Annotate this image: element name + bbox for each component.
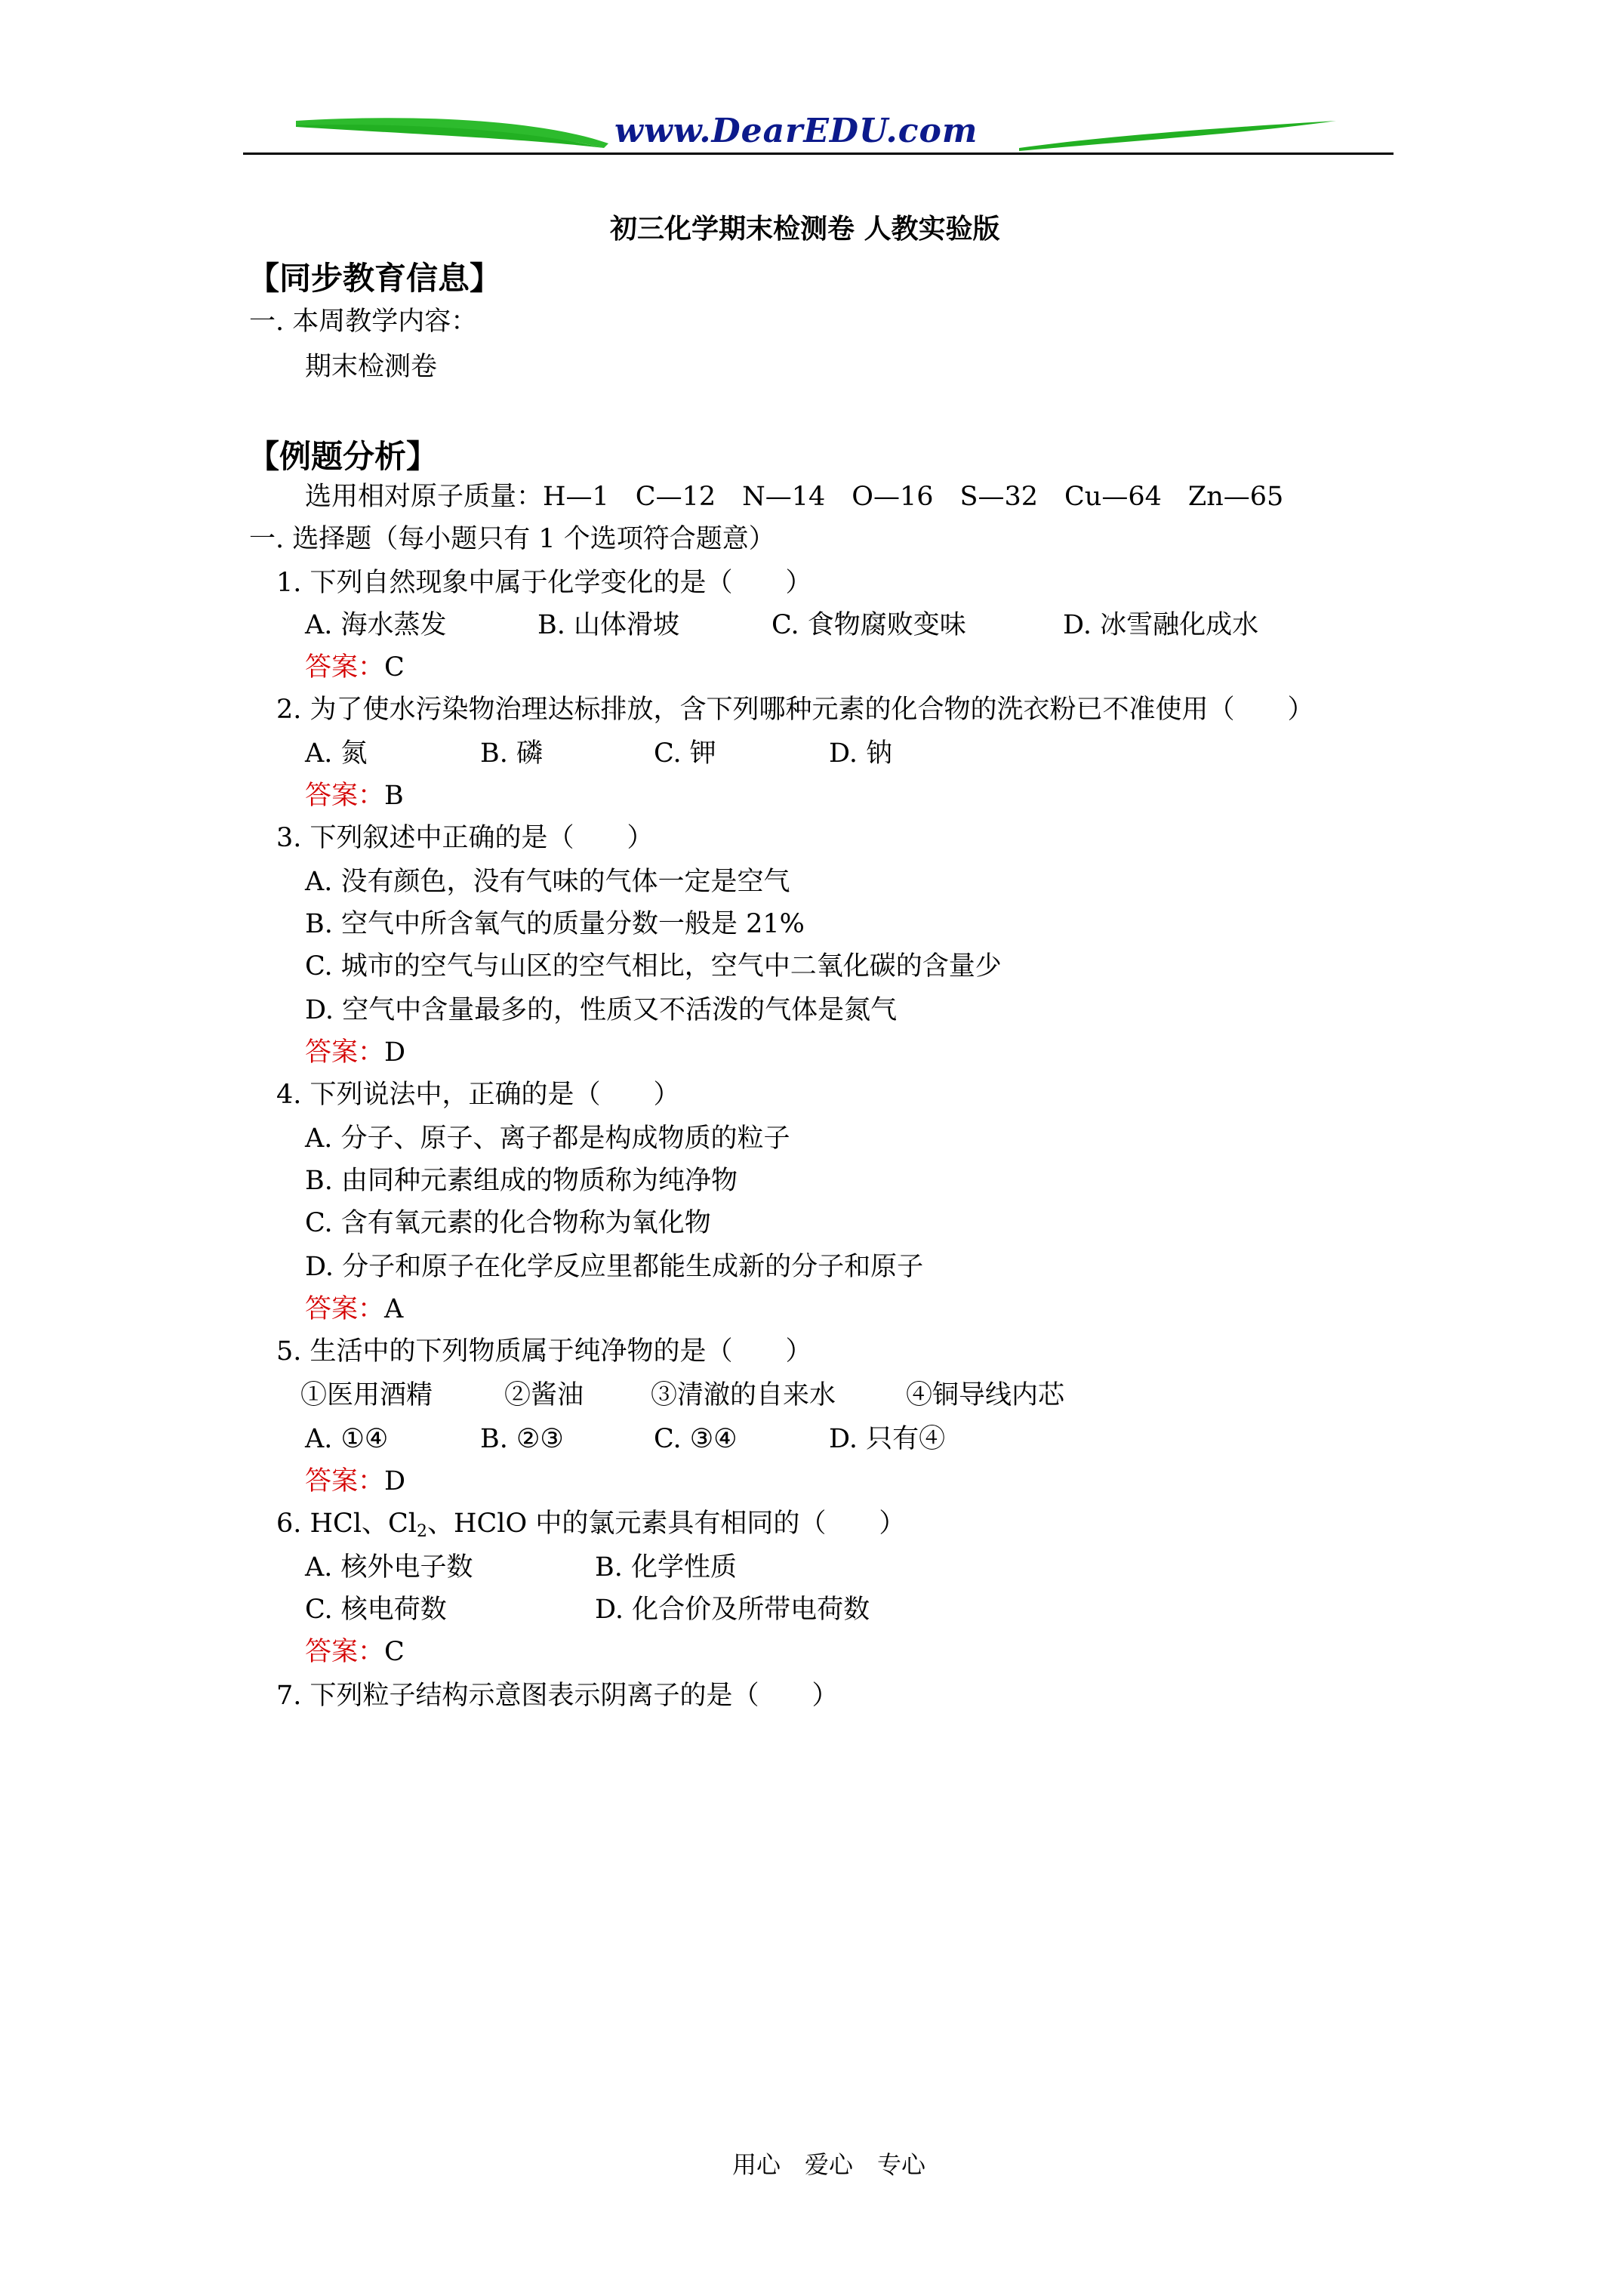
question-6-stem-part-1: 6. HCl、Cl bbox=[276, 1509, 417, 1539]
question-5-item-4: ④铜导线内芯 bbox=[906, 1380, 1065, 1410]
answer-value: C bbox=[384, 1637, 405, 1667]
answer-label: 答案： bbox=[305, 1037, 385, 1068]
question-5-option-c: C. ③④ bbox=[654, 1424, 738, 1454]
section-example-analysis: 【例题分析】 bbox=[248, 438, 439, 475]
answer-label: 答案： bbox=[305, 1294, 385, 1324]
question-5-option-b: B. ②③ bbox=[480, 1424, 564, 1454]
answer-value: D bbox=[384, 1466, 406, 1496]
logo-text[interactable]: www.DearEDU.com bbox=[614, 112, 978, 150]
question-2-stem: 2. 为了使水污染物治理达标排放，含下列哪种元素的化合物的洗衣粉已不准使用（ ） bbox=[276, 695, 1314, 725]
question-6-stem-part-2: 、HClO 中的氯元素具有相同的（ ） bbox=[427, 1509, 906, 1539]
week-content-label: 一. 本周教学内容： bbox=[249, 307, 478, 337]
question-5-stem: 5. 生活中的下列物质属于纯净物的是（ ） bbox=[276, 1336, 812, 1367]
question-3-option-b: B. 空气中所含氧气的质量分数一般是 21% bbox=[305, 909, 805, 939]
question-6-stem-subscript: 2 bbox=[417, 1522, 427, 1541]
question-3-stem: 3. 下列叙述中正确的是（ ） bbox=[276, 823, 654, 853]
question-5-item-3: ③清澈的自来水 bbox=[651, 1380, 836, 1410]
header-rule bbox=[243, 153, 1394, 155]
question-3-option-c: C. 城市的空气与山区的空气相比，空气中二氧化碳的含量少 bbox=[305, 951, 1002, 982]
answer-label: 答案： bbox=[305, 1637, 385, 1667]
question-5-option-a: A. ①④ bbox=[305, 1424, 389, 1454]
question-3-option-d: D. 空气中含量最多的，性质又不活泼的气体是氮气 bbox=[305, 995, 898, 1025]
question-2-option-c: C. 钾 bbox=[654, 738, 716, 769]
page-footer: 用心 爱心 专心 bbox=[732, 2150, 926, 2179]
answer-value: D bbox=[384, 1037, 406, 1068]
question-1-option-c: C. 食物腐败变味 bbox=[771, 610, 966, 640]
question-7-stem: 7. 下列粒子结构示意图表示阴离子的是（ ） bbox=[276, 1681, 839, 1711]
question-5-option-d: D. 只有④ bbox=[829, 1424, 946, 1454]
question-3-option-a: A. 没有颜色，没有气味的气体一定是空气 bbox=[305, 867, 790, 897]
question-5-answer bbox=[305, 1465, 405, 1498]
question-1-stem: 1. 下列自然现象中属于化学变化的是（ ） bbox=[276, 568, 812, 598]
question-2-option-a: A. 氮 bbox=[305, 738, 368, 769]
answer-label: 答案： bbox=[305, 1466, 385, 1496]
atomic-mass-line: 选用相对原子质量：H—1 C—12 N—14 O—16 S—32 Cu—64 Zn—65 bbox=[305, 482, 1284, 512]
answer-value: B bbox=[384, 781, 404, 811]
week-content-value: 期末检测卷 bbox=[305, 352, 438, 382]
question-3-answer bbox=[305, 1036, 405, 1069]
question-6-option-a: A. 核外电子数 bbox=[305, 1552, 473, 1583]
answer-value: A bbox=[384, 1294, 404, 1324]
question-2-answer bbox=[305, 779, 404, 812]
question-1-option-d: D. 冰雪融化成水 bbox=[1063, 610, 1259, 640]
document-title: 初三化学期末检测卷 人教实验版 bbox=[610, 213, 1000, 245]
question-5-item-2: ②酱油 bbox=[504, 1380, 584, 1410]
question-6-option-d: D. 化合价及所带电荷数 bbox=[595, 1595, 870, 1625]
question-6-answer bbox=[305, 1635, 405, 1669]
answer-label: 答案： bbox=[305, 652, 385, 683]
section-sync-info: 【同步教育信息】 bbox=[248, 260, 502, 297]
question-2-option-b: B. 磷 bbox=[480, 738, 543, 769]
question-6-option-b: B. 化学性质 bbox=[595, 1552, 737, 1583]
question-4-stem: 4. 下列说法中，正确的是（ ） bbox=[276, 1080, 680, 1110]
question-4-option-d: D. 分子和原子在化学反应里都能生成新的分子和原子 bbox=[305, 1252, 924, 1282]
question-1-answer bbox=[305, 651, 405, 684]
answer-value: C bbox=[384, 652, 405, 683]
logo-right-swoosh bbox=[1019, 121, 1336, 151]
question-1-option-b: B. 山体滑坡 bbox=[537, 610, 679, 640]
answer-label: 答案： bbox=[305, 781, 385, 811]
question-4-option-c: C. 含有氧元素的化合物称为氧化物 bbox=[305, 1208, 711, 1238]
question-4-option-b: B. 由同种元素组成的物质称为纯净物 bbox=[305, 1166, 738, 1196]
question-2-option-d: D. 钠 bbox=[829, 738, 893, 769]
question-4-answer bbox=[305, 1293, 403, 1326]
question-6-stem bbox=[276, 1507, 905, 1549]
question-6-option-c: C. 核电荷数 bbox=[305, 1595, 447, 1625]
question-1-option-a: A. 海水蒸发 bbox=[305, 610, 447, 640]
question-5-item-1: ①医用酒精 bbox=[300, 1380, 433, 1410]
question-4-option-a: A. 分子、原子、离子都是构成物质的粒子 bbox=[305, 1123, 790, 1154]
choice-heading: 一. 选择题（每小题只有 1 个选项符合题意） bbox=[249, 524, 775, 554]
